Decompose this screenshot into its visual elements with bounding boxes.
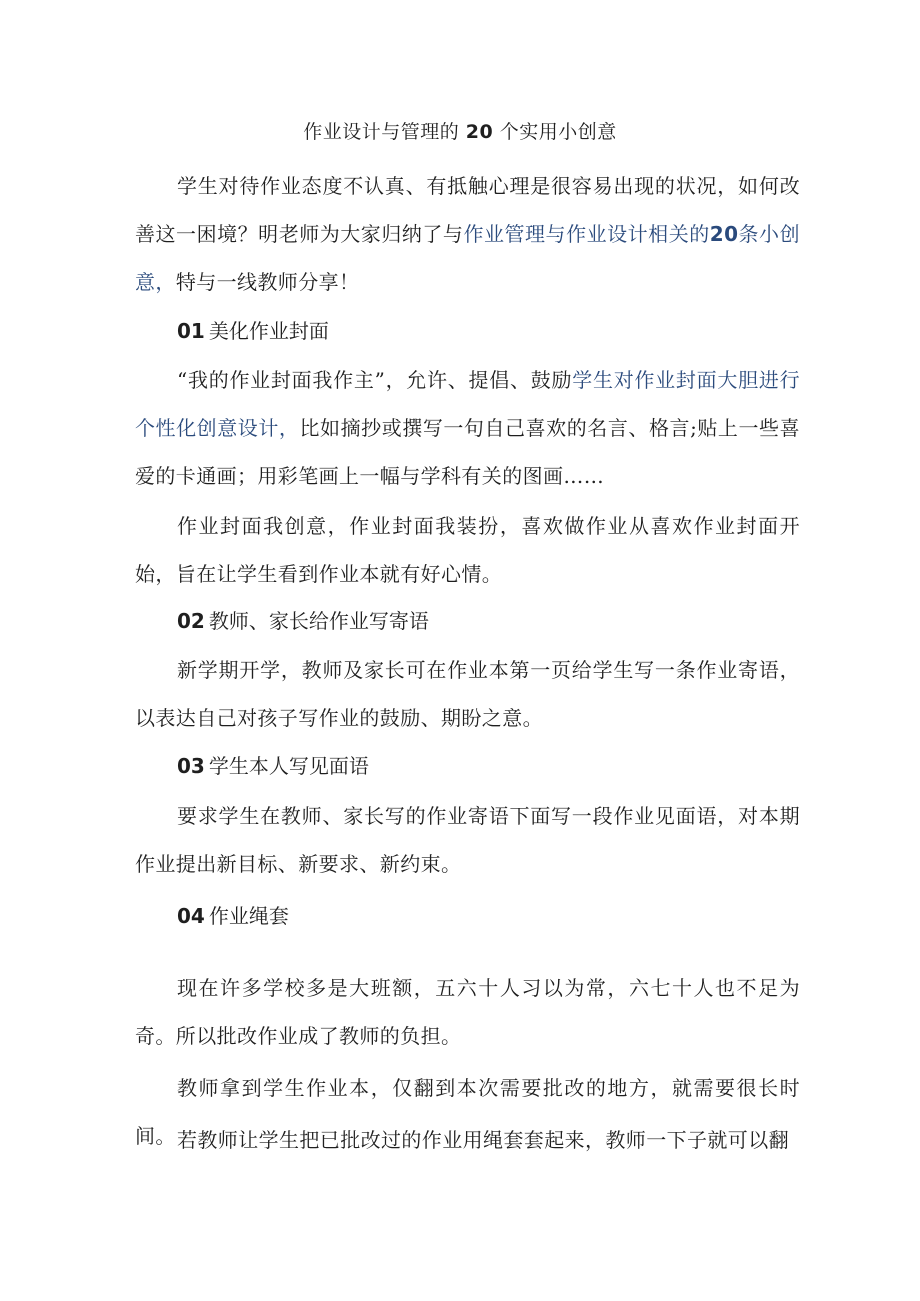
paragraph-text: 现在许多学校多是大班额，五六十人习以为常，六七十人也不足为奇。所以批改作业成了教师的负担。 [135, 976, 800, 1048]
section-heading-04 [177, 902, 289, 930]
section-heading-02 [177, 607, 429, 635]
section-02-paragraph-1 [135, 646, 800, 742]
section-01-paragraph-1 [135, 356, 800, 500]
section-number: 02 [177, 609, 205, 633]
document-title [0, 118, 920, 146]
paragraph-text: 作业封面我创意，作业封面我装扮，喜欢做作业从喜欢作业封面开始，旨在让学生看到作业本就有好心情。 [135, 514, 800, 586]
paragraph-text: 要求学生在教师、家长写的作业寄语下面写一段作业见面语，对本期作业提出新目标、新要求、新约束。 [135, 804, 800, 876]
intro-highlight-number: 20 [709, 222, 739, 246]
intro-highlight-pre: 作业管理与作业设计相关的 [463, 222, 710, 246]
section-04-paragraph-1 [135, 964, 800, 1060]
section-01-paragraph-2 [135, 502, 800, 598]
paragraph-text: 教师拿到学生作业本，仅翻到本次需要批改的地方，就需要很长时间。 [135, 1076, 800, 1148]
section-number: 04 [177, 904, 205, 928]
title-number: 20 [465, 121, 494, 143]
intro-text-2: 特与一线教师分享！ [175, 270, 360, 294]
intro-paragraph [135, 162, 800, 306]
section-04-paragraph-3 [135, 1116, 800, 1164]
paragraph-text: “我的作业封面我作主”，允许、提倡、鼓励 [177, 368, 573, 392]
paragraph-text: 比如摘抄或撰写一句自己喜欢的名言、格言;贴上一些喜爱的卡通画；用彩笔画上一幅与学科有关的图画…… [135, 416, 800, 488]
title-suffix: 个实用小创意 [499, 121, 617, 143]
section-title: 学生本人写见面语 [208, 754, 369, 778]
section-title: 教师、家长给作业写寄语 [208, 609, 429, 633]
section-title: 作业绳套 [208, 904, 289, 928]
paragraph-text: 新学期开学，教师及家长可在作业本第一页给学生写一条作业寄语，以表达自己对孩子写作业的鼓励、期盼之意。 [135, 658, 800, 730]
section-heading-01 [177, 317, 329, 345]
section-number: 03 [177, 754, 205, 778]
section-number: 01 [177, 319, 205, 343]
title-prefix: 作业设计与管理的 [303, 121, 460, 143]
section-heading-03 [177, 752, 369, 780]
intro-highlight-post: 条小创意， [135, 222, 800, 294]
paragraph-highlight: 学生对作业封面大胆进行个性化创意设计， [135, 368, 800, 440]
section-03-paragraph-1 [135, 792, 800, 888]
paragraph-text: 若教师让学生把已批改过的作业用绳套套起来，教师一下子就可以翻 [177, 1128, 789, 1152]
section-title: 美化作业封面 [208, 319, 329, 343]
intro-text-1: 学生对待作业态度不认真、有抵触心理是很容易出现的状况，如何改善这一困境？明老师为大家归纳了与 [135, 174, 800, 246]
